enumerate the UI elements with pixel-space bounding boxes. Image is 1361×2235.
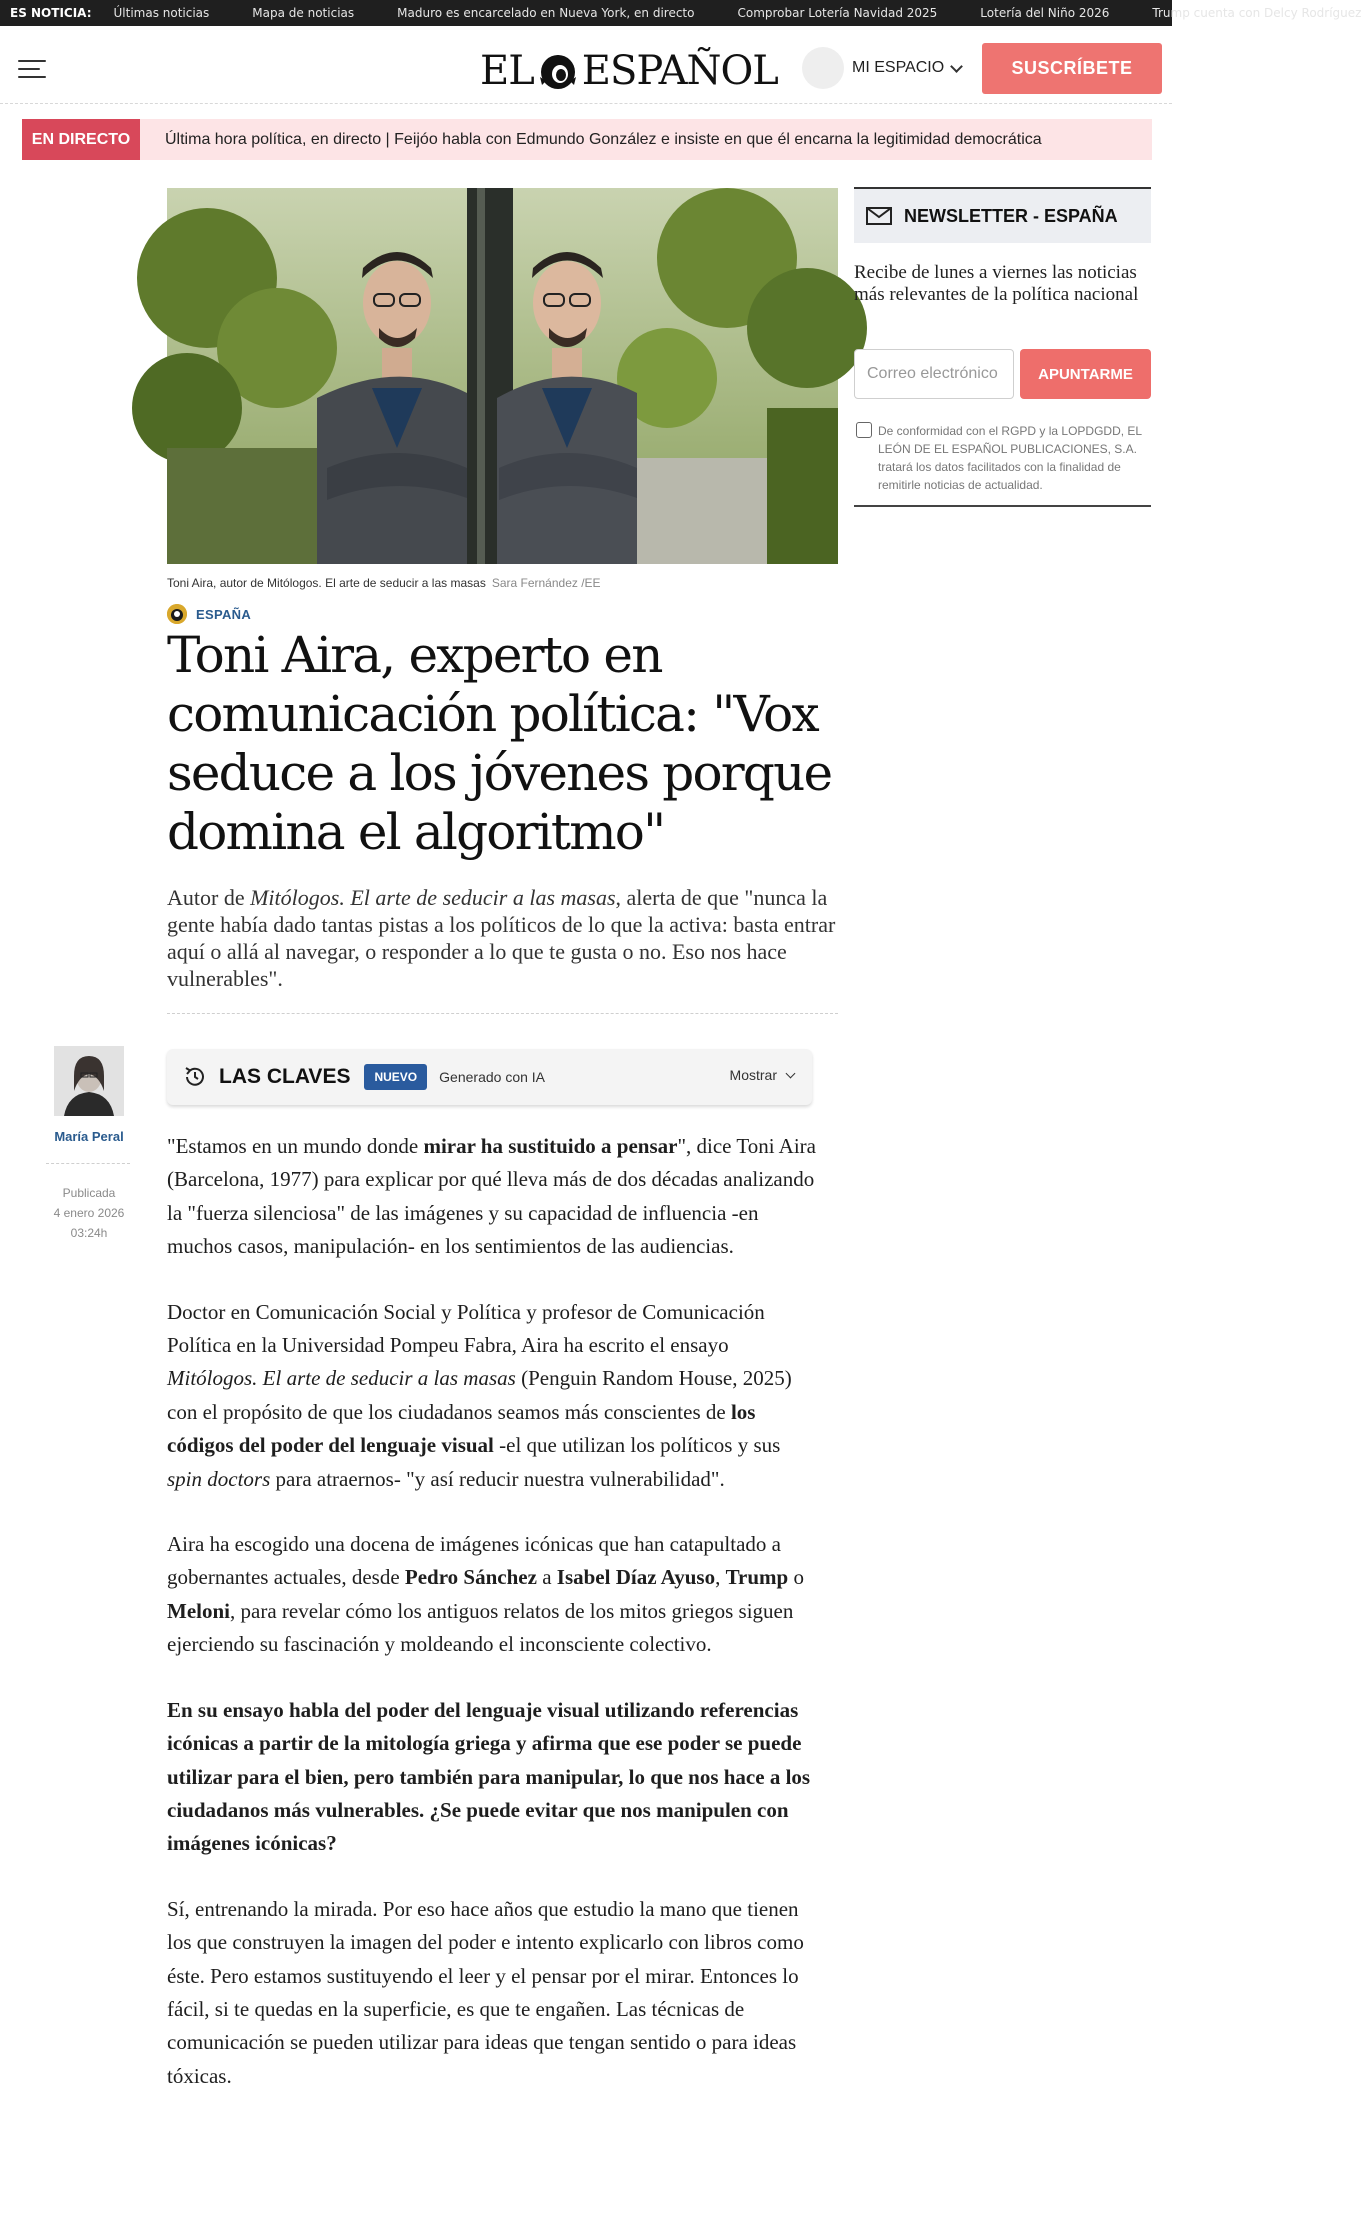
text-run-bold: mirar ha sustituido a pensar <box>423 1134 678 1158</box>
mi-espacio-menu[interactable] <box>802 47 961 89</box>
new-badge: NUEVO <box>364 1064 427 1090</box>
paragraph <box>167 1296 817 1496</box>
caption-text: Toni Aira, autor de Mitólogos. El arte de seducir a las masas <box>167 576 486 590</box>
photo-credit: Sara Fernández /EE <box>491 576 601 590</box>
news-ticker <box>0 0 1361 26</box>
text-run-bold: Isabel Díaz Ayuso <box>556 1565 716 1590</box>
show-label: Mostrar <box>729 1067 777 1083</box>
text-run: , <box>715 1565 726 1590</box>
text-run: , para revelar cómo los antiguos relatos de los mitos griegos siguen ejerciendo su fascinación y moldeando el inconsciente colectivo. <box>167 1598 794 1657</box>
text-run: para atraernos- "y así reducir nuestra vulnerabilidad". <box>270 1466 725 1491</box>
text-run: "Estamos en un mundo donde <box>167 1134 424 1158</box>
ticker-item[interactable]: Lotería del Niño 2026 <box>980 6 1110 20</box>
text-run-bold: Trump <box>725 1565 789 1590</box>
spain-section-icon <box>167 604 187 624</box>
text-run-bold: Meloni <box>167 1598 230 1623</box>
text-run: -el que utilizan los políticos y sus <box>493 1433 781 1458</box>
live-badge: EN DIRECTO <box>22 119 140 160</box>
site-logo[interactable] <box>480 48 778 94</box>
newsletter-title: NEWSLETTER - ESPAÑA <box>904 205 1118 226</box>
paragraph <box>167 1130 817 1264</box>
newsletter-header <box>854 189 1151 243</box>
logo-text-right: ESPAÑOL <box>581 48 778 94</box>
lion-logo-icon <box>536 51 580 91</box>
mail-icon <box>866 207 892 225</box>
text-run-bold: Pedro Sánchez <box>404 1565 537 1590</box>
ticker-item[interactable]: Últimas noticias <box>113 6 210 20</box>
ticker-item[interactable]: Trump cuenta con Delcy Rodríguez <box>1152 6 1361 20</box>
user-avatar[interactable] <box>802 47 844 89</box>
text-run: Aira ha escogido una docena de imágenes icónicas que han catapultado a gobernantes actuales, desde <box>167 1532 781 1590</box>
section-label[interactable]: ESPAÑA <box>196 606 252 622</box>
show-toggle[interactable] <box>730 1067 794 1083</box>
text-run-italic: spin doctors <box>167 1466 271 1491</box>
chevron-down-icon <box>950 60 963 73</box>
image-caption <box>167 576 601 590</box>
divider <box>167 1013 838 1014</box>
text-run: o <box>788 1565 804 1590</box>
hero-photo <box>167 188 838 564</box>
article-subtitle <box>167 884 847 992</box>
subtitle-book-title: Mitólogos. El arte de seducir a las masas <box>250 885 616 910</box>
site-header <box>0 26 1172 104</box>
subtitle-part: Autor de <box>167 885 251 910</box>
published-date: 4 enero 2026 <box>53 1206 125 1220</box>
subscribe-button[interactable]: SUSCRÍBETE <box>982 43 1162 94</box>
newsletter-description: Recibe de lunes a viernes las noticias más relevantes de la política nacional <box>854 262 1139 305</box>
section-tag[interactable] <box>167 604 251 624</box>
paragraph: Sí, entrenando la mirada. Por eso hace años que estudio la mano que tienen los que construyen la imagen del poder e intento explicarlo con libros como éste. Pero estamos sustituyendo el leer y el pensar por el mirar. Entonces lo fácil, si te quedas en la superficie, es que te engañen. Las técnicas de comunicación se pueden utilizar para ideas que tengan sentido o para ideas tóxicas. <box>167 1896 804 2088</box>
article-hero-image <box>167 188 838 564</box>
text-run: ", dice Toni Aira (Barcelona, 1977) para explicar por qué lleva más de dos décadas analizando la "fuerza silenciosa" de las imágenes y su capacidad de influencia -en muchos casos, manipulación- en los sentimientos de las audiencias. <box>167 1134 816 1259</box>
text-run-bold: los códigos del poder del lenguaje visual <box>167 1399 756 1458</box>
consent-checkbox[interactable] <box>856 422 872 438</box>
text-run: Doctor en Comunicación Social y Política y profesor de Comunicación Política en la Universidad Pompeu Fabra, Aira ha escrito el ensayo <box>167 1299 765 1358</box>
mi-espacio-label: MI ESPACIO <box>852 59 945 76</box>
menu-icon[interactable] <box>18 60 46 80</box>
ticker-item[interactable]: Comprobar Lotería Navidad 2025 <box>737 6 938 20</box>
subscribe-newsletter-button[interactable]: APUNTARME <box>1020 349 1151 399</box>
subtitle-part: , alerta de que "nunca la gente había dado tantas pistas a los políticos de lo que la activa: basta entrar aquí o allá al navegar, o responder a lo que te gusta o no. Eso nos hace vulnerables". <box>167 885 836 991</box>
claves-title: LAS CLAVES <box>219 1065 351 1088</box>
ticker-item[interactable]: Mapa de noticias <box>252 6 355 20</box>
consent-legal-text: De conformidad con el RGPD y la LOPDGDD, EL LEÓN DE EL ESPAÑOL PUBLICACIONES, S.A. tratará los datos facilitados con la finalidad de remitirle noticias de actualidad. <box>878 424 1142 492</box>
live-text[interactable]: Última hora política, en directo | Feijóo habla con Edmundo González e insiste en que él encarna la legitimidad democrática <box>165 130 1042 148</box>
paragraph <box>167 1528 817 1662</box>
author-name[interactable]: María Peral <box>54 1129 124 1144</box>
article-body <box>167 1130 817 2125</box>
logo-text-left: EL <box>480 48 534 94</box>
text-run: (Penguin Random House, 2025) con el propósito de que los ciudadanos seamos más conscientes de <box>167 1366 792 1424</box>
published-label: Publicada <box>62 1186 116 1200</box>
published-time: 03:24h <box>70 1226 108 1240</box>
live-banner[interactable] <box>22 119 1152 160</box>
interview-question: En su ensayo habla del poder del lenguaje visual utilizando referencias icónicas a partir de la mitología griega y afirma que ese poder se puede utilizar para el bien, pero también para manipular, lo que nos hace a los ciudadanos más vulnerables. ¿Se puede evitar que nos manipulen con imágenes icónicas? <box>167 1697 811 1856</box>
ai-generated-label: Generado con IA <box>439 1069 546 1085</box>
clock-refresh-icon <box>183 1065 207 1089</box>
newsletter-box <box>854 187 1151 507</box>
text-run: a <box>536 1565 557 1590</box>
las-claves-panel[interactable] <box>167 1049 812 1105</box>
divider <box>46 1163 130 1164</box>
ticker-label: ES NOTICIA: <box>10 6 92 20</box>
text-run-italic: Mitólogos. El arte de seducir a las masas <box>167 1366 516 1391</box>
author-avatar[interactable] <box>54 1046 124 1116</box>
ticker-item[interactable]: Maduro es encarcelado en Nueva York, en directo <box>397 6 695 20</box>
publish-info <box>30 1183 148 1243</box>
chevron-down-icon <box>786 1068 796 1078</box>
article-headline: Toni Aira, experto en comunicación política: "Vox seduce a los jóvenes porque domina el algoritmo" <box>167 626 832 861</box>
email-input[interactable] <box>854 349 1014 399</box>
